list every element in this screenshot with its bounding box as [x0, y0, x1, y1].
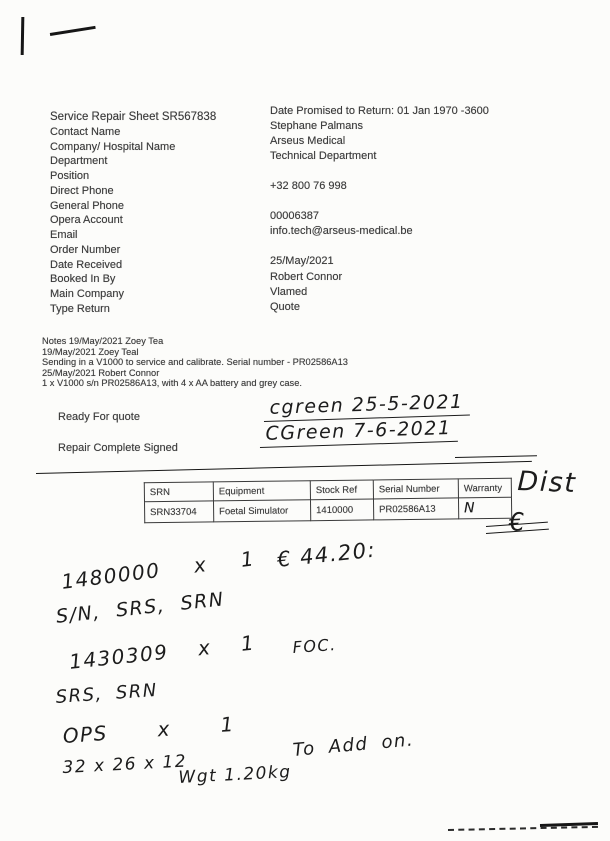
value-main-company: Vlamed	[270, 285, 308, 298]
handwritten-to-add-on: To Add on.	[292, 729, 415, 761]
cell-srn: SRN33704	[145, 501, 214, 523]
field-label-contact-name: Contact Name	[50, 125, 121, 138]
cell-warranty-handwritten-mark: N	[458, 497, 511, 519]
handwritten-item3-qty: OPS x 1	[62, 711, 236, 748]
handwritten-item2-price: FOC.	[292, 634, 338, 657]
cell-serial-number: PR02586A13	[373, 498, 458, 520]
col-header-serial-number: Serial Number	[373, 479, 458, 499]
handwritten-item2-refs: SRS, SRN	[55, 679, 159, 708]
handwritten-item2-qty: 1430309 x 1	[68, 630, 257, 674]
notes-line: Sending in a V1000 to service and calibrate. Serial number - PR02586A13	[42, 357, 348, 368]
header-field-labels	[50, 111, 216, 318]
doc-title: Service Repair Sheet SR567838	[50, 111, 217, 123]
handwritten-item1-price: € 44.20:	[276, 537, 378, 572]
field-label-order-number: Order Number	[50, 243, 121, 256]
repair-complete-label: Repair Complete Signed	[58, 442, 178, 454]
ready-for-quote-signature: cgreen 25-5-2021	[263, 391, 470, 422]
scan-line-long	[36, 461, 532, 474]
notes-block	[42, 336, 348, 389]
equipment-table	[144, 478, 512, 523]
value-department: Technical Department	[270, 150, 377, 163]
field-label-email: Email	[50, 229, 78, 241]
value-date-received: 25/May/2021	[270, 255, 334, 268]
repair-complete-signature: CGreen 7-6-2021	[259, 417, 458, 448]
scan-dash-line	[448, 826, 598, 831]
field-label-position: Position	[50, 170, 90, 182]
handwritten-euro-struck: €	[508, 507, 527, 537]
notes-line: 19/May/2021 Zoey Teal	[42, 346, 139, 357]
field-label-type-return: Type Return	[50, 302, 110, 315]
scan-mark-vertical	[21, 17, 24, 55]
notes-line: 25/May/2021 Robert Connor	[42, 367, 160, 378]
value-general-phone	[270, 195, 489, 210]
field-label-department: Department	[50, 155, 108, 168]
col-header-srn: SRN	[144, 482, 213, 502]
field-label-general-phone: General Phone	[50, 199, 124, 212]
handwritten-item1-refs: S/N, SRS, SRN	[55, 588, 226, 628]
handwritten-item1-qty: 1480000 x 1	[60, 546, 257, 594]
table-row	[145, 497, 512, 522]
cell-stock-ref: 1410000	[310, 499, 373, 521]
field-label-opera-account: Opera Account	[50, 214, 123, 227]
value-company: Arseus Medical	[270, 135, 346, 148]
value-type-return: Quote	[270, 300, 300, 313]
value-opera-account: 00006387	[270, 210, 319, 223]
value-contact-name: Stephane Palmans	[270, 120, 363, 133]
value-email: info.tech@arseus-medical.be	[270, 225, 413, 238]
field-label-date-received: Date Received	[50, 258, 123, 271]
value-position	[270, 165, 489, 180]
col-header-warranty: Warranty	[458, 478, 511, 498]
value-direct-phone: +32 800 76 998	[270, 180, 347, 193]
field-label-company: Company/ Hospital Name	[50, 140, 176, 153]
field-label-main-company: Main Company	[50, 288, 124, 300]
notes-line: 1 x V1000 s/n PR02586A13, with 4 x AA battery and grey case.	[42, 378, 302, 389]
handwritten-dimensions: 32 x 26 x 12	[62, 751, 188, 778]
field-label-booked-in-by: Booked In By	[50, 273, 116, 286]
scan-mark-diagonal	[50, 26, 96, 36]
field-label-direct-phone: Direct Phone	[50, 184, 114, 197]
value-date-promised: Date Promised to Return: 01 Jan 1970 -3600	[270, 105, 489, 117]
handwritten-weight: Wgt 1.20kg	[178, 762, 293, 788]
cell-equipment: Foetal Simulator	[213, 500, 310, 522]
scan-line-short	[455, 455, 537, 458]
value-booked-in-by: Robert Connor	[270, 270, 343, 283]
notes-line: Notes 19/May/2021 Zoey Tea	[42, 336, 164, 346]
handwritten-dist: Dist	[516, 466, 577, 500]
header-field-values	[270, 105, 489, 316]
value-order-number	[270, 240, 489, 255]
ready-for-quote-label: Ready For quote	[58, 411, 140, 423]
col-header-equipment: Equipment	[213, 481, 310, 501]
col-header-stock-ref: Stock Ref	[310, 480, 373, 500]
